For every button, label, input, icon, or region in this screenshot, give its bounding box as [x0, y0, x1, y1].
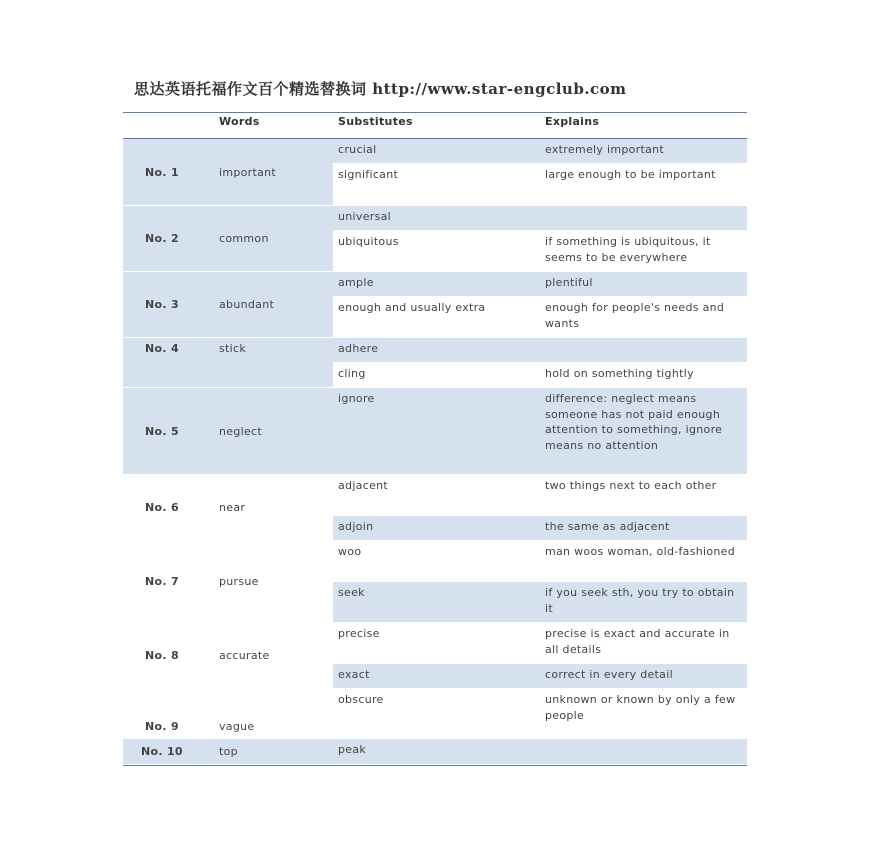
number-cell: No. 5: [145, 424, 179, 438]
explain-cell: if you seek sth, you try to obtain it: [545, 586, 735, 615]
word-cell: important: [219, 165, 277, 179]
substitute-cell: ample: [338, 276, 374, 289]
word-cell: top: [219, 745, 238, 758]
substitute-cell: seek: [338, 586, 365, 599]
explain-cell: two things next to each other: [545, 479, 717, 492]
word-cell: accurate: [219, 649, 270, 662]
word-cell: neglect: [219, 424, 263, 438]
substitute-cell: adhere: [338, 342, 379, 355]
explain-cell: enough for people's needs and wants: [545, 301, 725, 330]
explain-cell: correct in every detail: [545, 668, 673, 681]
substitute-cell: universal: [338, 210, 392, 223]
substitute-cell: peak: [338, 743, 367, 756]
substitute-cell: adjoin: [338, 520, 374, 533]
header-explains: Explains: [545, 115, 600, 128]
explain-cell: hold on something tightly: [545, 367, 694, 380]
explain-cell: difference: neglect means someone has not paid enough attention to something, ignore means no attention: [545, 392, 723, 452]
explain-cell: if something is ubiquitous, it seems to be everywhere: [545, 235, 711, 264]
number-cell: No. 9: [145, 720, 179, 733]
explain-cell: unknown or known by only a few people: [545, 693, 736, 722]
table-top-rule: [123, 112, 747, 113]
substitute-cell: woo: [338, 545, 362, 558]
word-cell: vague: [219, 720, 255, 733]
substitute-cell: exact: [338, 668, 370, 681]
substitute-cell: adjacent: [338, 479, 389, 492]
number-cell: No. 7: [145, 575, 179, 588]
number-cell: No. 10: [141, 745, 183, 758]
substitute-cell: ubiquitous: [338, 235, 399, 248]
number-cell: No. 2: [145, 232, 179, 245]
word-cell: common: [219, 232, 269, 245]
header-substitutes: Substitutes: [338, 115, 413, 128]
substitute-cell: cling: [338, 367, 366, 380]
explain-cell: the same as adjacent: [545, 520, 670, 533]
number-cell: No. 8: [145, 649, 179, 662]
word-cell: stick: [219, 342, 247, 355]
word-cell: near: [219, 501, 246, 514]
substitute-cell: significant: [338, 168, 399, 181]
word-cell: abundant: [219, 298, 275, 311]
number-cell: No. 1: [145, 165, 179, 179]
word-cell: pursue: [219, 575, 259, 588]
number-cell: No. 3: [145, 298, 179, 311]
explain-cell: large enough to be important: [545, 168, 716, 181]
explain-cell: precise is exact and accurate in all details: [545, 627, 730, 656]
substitute-cell: precise: [338, 627, 380, 640]
page-title: 思达英语托福作文百个精选替换词 http://www.star-engclub.com: [134, 80, 627, 98]
substitute-cell: crucial: [338, 143, 377, 156]
explain-cell: plentiful: [545, 276, 593, 289]
header-words: Words: [219, 115, 260, 128]
substitute-cell: enough and usually extra: [338, 301, 486, 314]
number-cell: No. 4: [145, 342, 179, 355]
number-cell: No. 6: [145, 501, 179, 514]
header-no: [123, 113, 213, 137]
table-bottom-rule: [123, 765, 747, 766]
explain-cell: man woos woman, old-fashioned: [545, 545, 736, 558]
substitute-cell: ignore: [338, 392, 375, 405]
explain-cell: extremely important: [545, 143, 665, 156]
substitute-cell: obscure: [338, 693, 384, 706]
